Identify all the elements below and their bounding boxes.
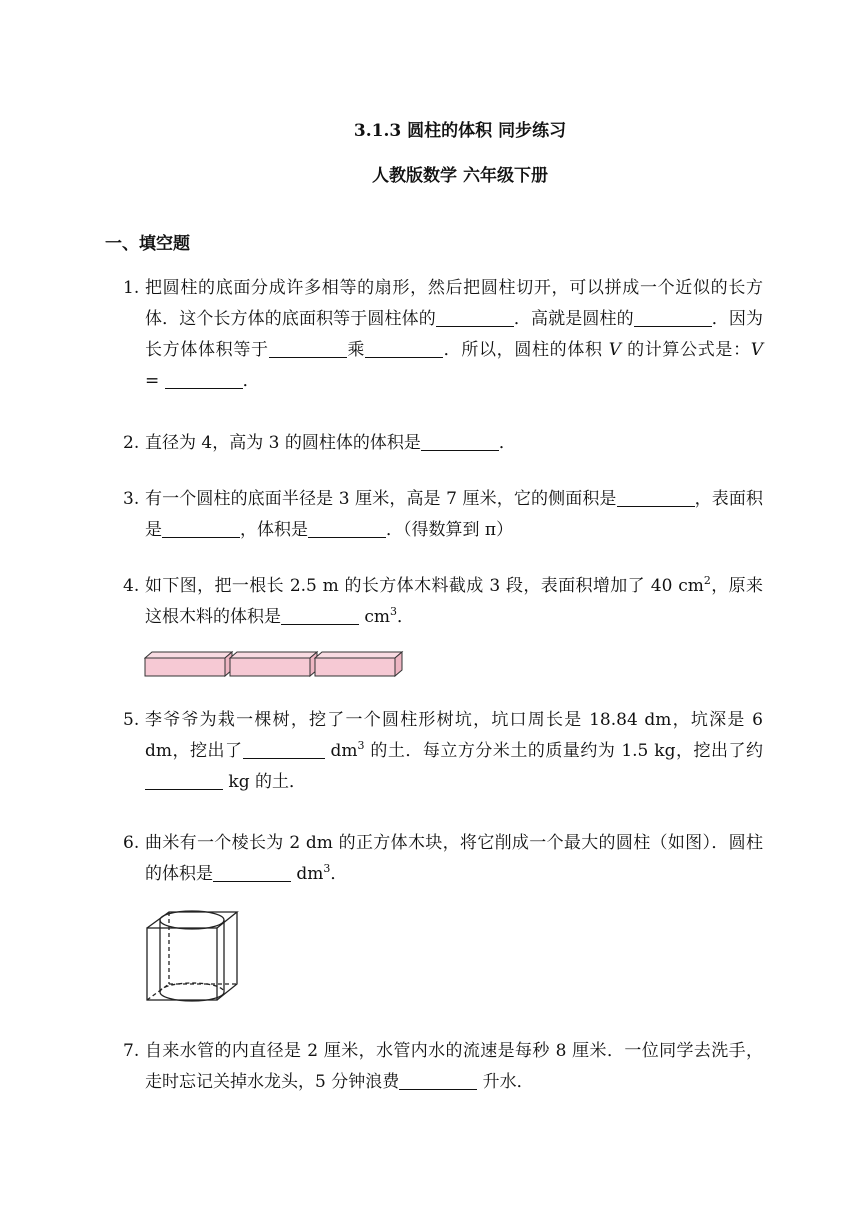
answer-blank[interactable] <box>165 369 243 389</box>
answer-blank[interactable] <box>436 307 514 327</box>
page-subtitle: 人教版数学 六年级下册 <box>372 166 548 186</box>
question-text: 的计算公式是： <box>627 340 751 360</box>
question-text: 自来水管的内直径是 2 厘米，水管内水的流速是每秒 8 厘米．一位同学去洗手，走时忘记关掉水龙头，5 分钟浪费 <box>145 1041 763 1092</box>
question-text: 把圆柱的底面分成许多相等的扇形，然后把圆柱切开，可以拼成一个近似的长方体．这个长方体的底面积等于圆柱体的 <box>145 278 763 329</box>
wood-bars-figure <box>144 650 414 678</box>
answer-blank[interactable] <box>365 338 443 358</box>
question-number: 5. <box>123 710 140 730</box>
question-1 <box>123 273 763 397</box>
question-text: ． <box>242 371 260 391</box>
superscript: 3 <box>323 862 331 875</box>
question-text: ，体积是 <box>240 520 308 540</box>
question-text: 如下图，把一根长 2.5 m 的长方体木料截成 3 段，表面积增加了 40 cm <box>145 576 704 596</box>
question-3 <box>123 484 763 546</box>
answer-blank[interactable] <box>421 431 499 451</box>
question-text: dm <box>291 864 324 884</box>
answer-blank[interactable] <box>243 739 325 759</box>
question-number: 1. <box>123 278 140 298</box>
wood-bar-segment-1 <box>145 652 232 676</box>
question-number: 4. <box>123 576 140 596</box>
question-text: 李爷爷为栽一棵树，挖了一个圆柱形树坑，坑口周长是 18.84 dm，坑深是 6 dm，挖出了 <box>145 710 763 761</box>
page-title: 3.1.3 圆柱的体积 同步练习 <box>353 121 567 141</box>
math-variable: V <box>608 340 622 360</box>
answer-blank[interactable] <box>162 518 240 538</box>
answer-blank[interactable] <box>634 307 712 327</box>
question-text: ．所以，圆柱的体积 <box>443 340 603 360</box>
question-text: ．因为长方体体积等于 <box>145 309 764 360</box>
answer-blank[interactable] <box>145 770 223 790</box>
question-text: cm <box>359 607 391 627</box>
math-variable: V <box>750 340 764 360</box>
question-text: 直径为 4，高为 3 的圆柱体的体积是 <box>145 433 421 453</box>
question-5 <box>123 705 763 798</box>
cube-front-face <box>147 928 217 1000</box>
answer-blank[interactable] <box>213 862 291 882</box>
superscript: 3 <box>390 605 398 618</box>
question-number: 7. <box>123 1041 140 1061</box>
question-text: 乘 <box>346 340 365 360</box>
question-6 <box>123 828 763 890</box>
answer-blank[interactable] <box>281 605 359 625</box>
cube-cylinder-figure <box>144 910 244 1012</box>
question-2 <box>123 428 763 459</box>
question-text: ． <box>498 433 516 453</box>
answer-blank[interactable] <box>269 338 347 358</box>
question-number: 2. <box>123 433 140 453</box>
superscript: 2 <box>703 574 711 587</box>
question-4 <box>123 571 763 633</box>
question-text: 有一个圆柱的底面半径是 3 厘米，高是 7 厘米，它的侧面积是 <box>145 489 617 509</box>
question-text: ．高就是圆柱的 <box>513 309 634 329</box>
question-text: ，原来这根木料的体积是 <box>145 576 763 627</box>
wood-bar-segment-2 <box>230 652 317 676</box>
question-text: dm <box>324 741 358 761</box>
answer-blank[interactable] <box>617 487 695 507</box>
answer-blank[interactable] <box>308 518 386 538</box>
question-text: ． <box>397 607 415 627</box>
question-text: ． <box>330 864 348 884</box>
question-7 <box>123 1036 763 1098</box>
question-text: ，表面积是 <box>145 489 764 540</box>
question-text: 曲米有一个棱长为 2 dm 的正方体木块，将它削成一个最大的圆柱（如图）．圆柱的体积是 <box>145 833 763 884</box>
question-number: 3. <box>123 489 140 509</box>
question-number: 6. <box>123 833 140 853</box>
question-text: 升水． <box>477 1072 534 1092</box>
superscript: 3 <box>357 739 365 752</box>
question-text: = <box>145 371 165 391</box>
question-text: ．（得数算到 π） <box>386 520 514 540</box>
question-text: kg 的土． <box>223 772 306 792</box>
wood-bar-segment-3 <box>315 652 402 676</box>
section-heading: 一、填空题 <box>105 234 190 254</box>
question-text: 的土．每立方分米土的质量约为 1.5 kg，挖出了约 <box>364 741 763 761</box>
answer-blank[interactable] <box>399 1070 477 1090</box>
